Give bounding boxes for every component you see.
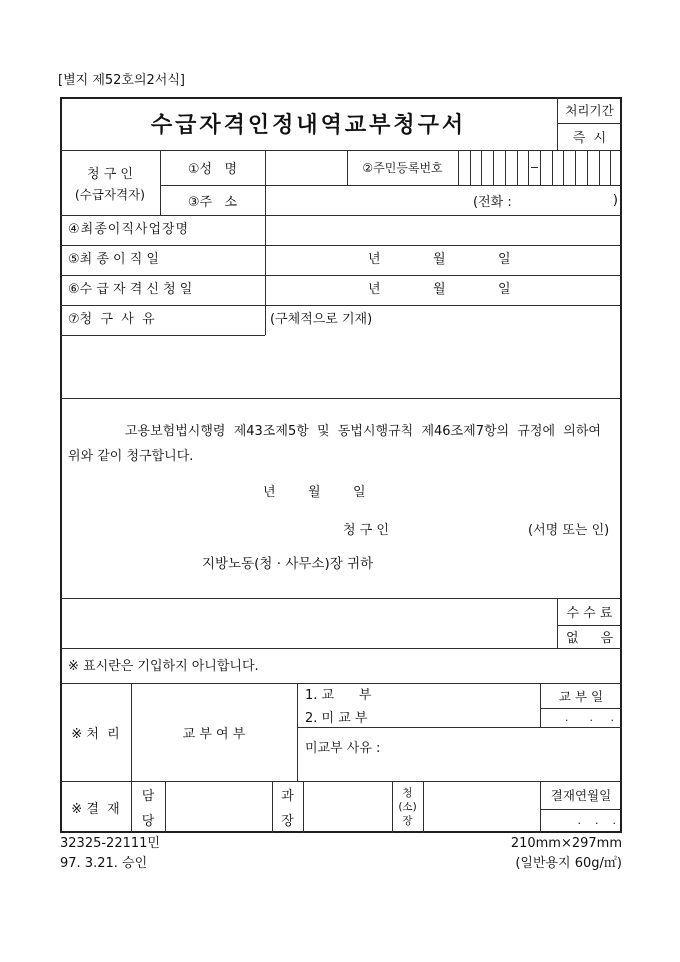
rrn-dash bbox=[531, 167, 537, 168]
rrn-input-boxes bbox=[458, 150, 622, 185]
requester-label: 청 구 인 bbox=[343, 523, 389, 538]
name-input-area[interactable] bbox=[266, 151, 346, 184]
signature-area[interactable] bbox=[430, 515, 525, 545]
approval-section-label: ※ 결 재 bbox=[71, 801, 120, 817]
approval-date-label: 결재연월일 bbox=[550, 788, 612, 803]
rrn-cell[interactable] bbox=[552, 150, 564, 185]
declaration-line2: 위와 같이 청구합니다. bbox=[68, 449, 194, 464]
chief-sign-area[interactable] bbox=[303, 781, 392, 833]
head-title-cell bbox=[392, 781, 423, 833]
rrn-cell[interactable] bbox=[563, 150, 575, 185]
no-issue-reason-area[interactable] bbox=[297, 727, 622, 781]
year-unit-label: 년 bbox=[368, 252, 381, 267]
processing-period-label: 처리기간 bbox=[565, 103, 614, 118]
head-title-line2: (소) bbox=[398, 801, 417, 813]
staff-title-cell bbox=[131, 781, 165, 833]
day-unit-label: 일 bbox=[353, 485, 366, 500]
staff-title-line2: 당 bbox=[141, 814, 155, 829]
rrn-cell[interactable] bbox=[587, 150, 599, 185]
staff-title-line1: 담 bbox=[141, 789, 155, 804]
recipient-label: 지방노동(청 · 사무소)장 귀하 bbox=[202, 556, 374, 572]
chief-title-line2: 장 bbox=[281, 814, 294, 829]
month-unit-label: 월 bbox=[433, 252, 446, 267]
phone-open-label: (전화 : bbox=[473, 194, 512, 210]
claim-reason-note: (구체적으로 기재) bbox=[270, 312, 373, 327]
form-title: 수급자격인정내역교부청구서 bbox=[150, 113, 467, 138]
issue-date-label: 교 부 일 bbox=[558, 688, 604, 704]
approval-date-input-area[interactable]: . . . bbox=[577, 814, 616, 827]
issue-status-label: 교 부 여 부 bbox=[182, 726, 246, 742]
last-leave-date-field[interactable] bbox=[265, 245, 622, 275]
address-label: ③주 소 bbox=[187, 194, 238, 210]
year-unit-label: 년 bbox=[263, 485, 276, 500]
declaration-line1: 고용보험법시행령 제43조제5항 및 동법시행규칙 제46조제7항의 규정에 의하여 bbox=[125, 424, 601, 439]
claim-reason-input-area[interactable] bbox=[61, 336, 621, 397]
applicant-group-label bbox=[60, 150, 160, 215]
fee-value-right: 음 bbox=[600, 631, 613, 646]
chief-title-cell bbox=[272, 781, 303, 833]
day-unit-label: 일 bbox=[498, 252, 511, 267]
chief-title-line1: 과 bbox=[281, 789, 294, 804]
grid-line bbox=[60, 648, 622, 649]
rrn-label: ②주민등록번호 bbox=[362, 161, 443, 175]
form-number-note: [별지 제52호의2서식] bbox=[58, 73, 185, 88]
workplace-label: ④최종이직사업장명 bbox=[68, 222, 190, 237]
issue-option-issued[interactable]: 1. 교 부 bbox=[305, 688, 372, 703]
rrn-cell[interactable] bbox=[575, 150, 587, 185]
form-approval-date: 97. 3.21. 승인 bbox=[60, 856, 148, 871]
rrn-cell[interactable] bbox=[610, 150, 622, 185]
rrn-cell[interactable] bbox=[540, 150, 552, 185]
apply-date-field[interactable] bbox=[265, 275, 622, 305]
month-unit-label: 월 bbox=[433, 282, 446, 297]
signature-note: (서명 또는 인) bbox=[528, 523, 610, 538]
rrn-cell[interactable] bbox=[505, 150, 517, 185]
declaration-date-field[interactable] bbox=[60, 483, 557, 503]
rrn-cell[interactable] bbox=[517, 150, 529, 185]
paper-size: 210mm×297mm bbox=[510, 836, 622, 851]
last-leave-date-label: ⑤최 종 이 직 일 bbox=[68, 252, 159, 267]
issue-option-not-issued[interactable]: 2. 미 교 부 bbox=[305, 711, 368, 726]
day-unit-label: 일 bbox=[498, 282, 511, 297]
address-input-area[interactable] bbox=[266, 186, 466, 214]
form-code: 32325-22111민 bbox=[60, 836, 160, 851]
fee-label: 수 수 료 bbox=[566, 606, 613, 621]
phone-field[interactable] bbox=[473, 185, 618, 215]
no-issue-reason-label: 미교부 사유 : bbox=[305, 741, 381, 756]
month-unit-label: 월 bbox=[308, 485, 321, 500]
fee-value bbox=[557, 625, 622, 648]
grid-line bbox=[60, 398, 622, 399]
claim-reason-label: ⑦청 구 사 유 bbox=[68, 312, 155, 327]
apply-date-label: ⑥수 급 자 격 신 청 일 bbox=[68, 282, 193, 297]
issue-options bbox=[297, 683, 540, 727]
rrn-cell[interactable] bbox=[458, 150, 470, 185]
workplace-input-area[interactable] bbox=[266, 216, 621, 244]
staff-sign-area[interactable] bbox=[165, 781, 272, 833]
head-title-line1: 청 bbox=[402, 787, 413, 799]
fee-value-left: 없 bbox=[566, 631, 579, 646]
do-not-fill-notice: ※ 표시란은 기입하지 아니합니다. bbox=[68, 659, 259, 674]
rrn-cell[interactable] bbox=[493, 150, 505, 185]
head-title-line3: 장 bbox=[402, 815, 413, 827]
rrn-cell[interactable] bbox=[470, 150, 482, 185]
rrn-cell[interactable] bbox=[481, 150, 493, 185]
processing-section-label: ※ 처 리 bbox=[71, 726, 120, 742]
year-unit-label: 년 bbox=[368, 282, 381, 297]
grid-line bbox=[60, 598, 622, 599]
issue-date-input-area[interactable]: . . . bbox=[565, 711, 614, 724]
paper-spec: (일반용지 60g/㎡) bbox=[515, 856, 622, 871]
applicant-label-line1: 청 구 인 bbox=[87, 166, 133, 182]
rrn-dash-cell bbox=[528, 150, 540, 185]
phone-close-label: ) bbox=[612, 192, 618, 208]
processing-period-value: 즉 시 bbox=[572, 131, 607, 146]
name-label: ①성 명 bbox=[187, 162, 238, 177]
rrn-cell[interactable] bbox=[599, 150, 611, 185]
applicant-label-line2: (수급자격자) bbox=[74, 186, 146, 202]
head-sign-area[interactable] bbox=[423, 781, 540, 833]
